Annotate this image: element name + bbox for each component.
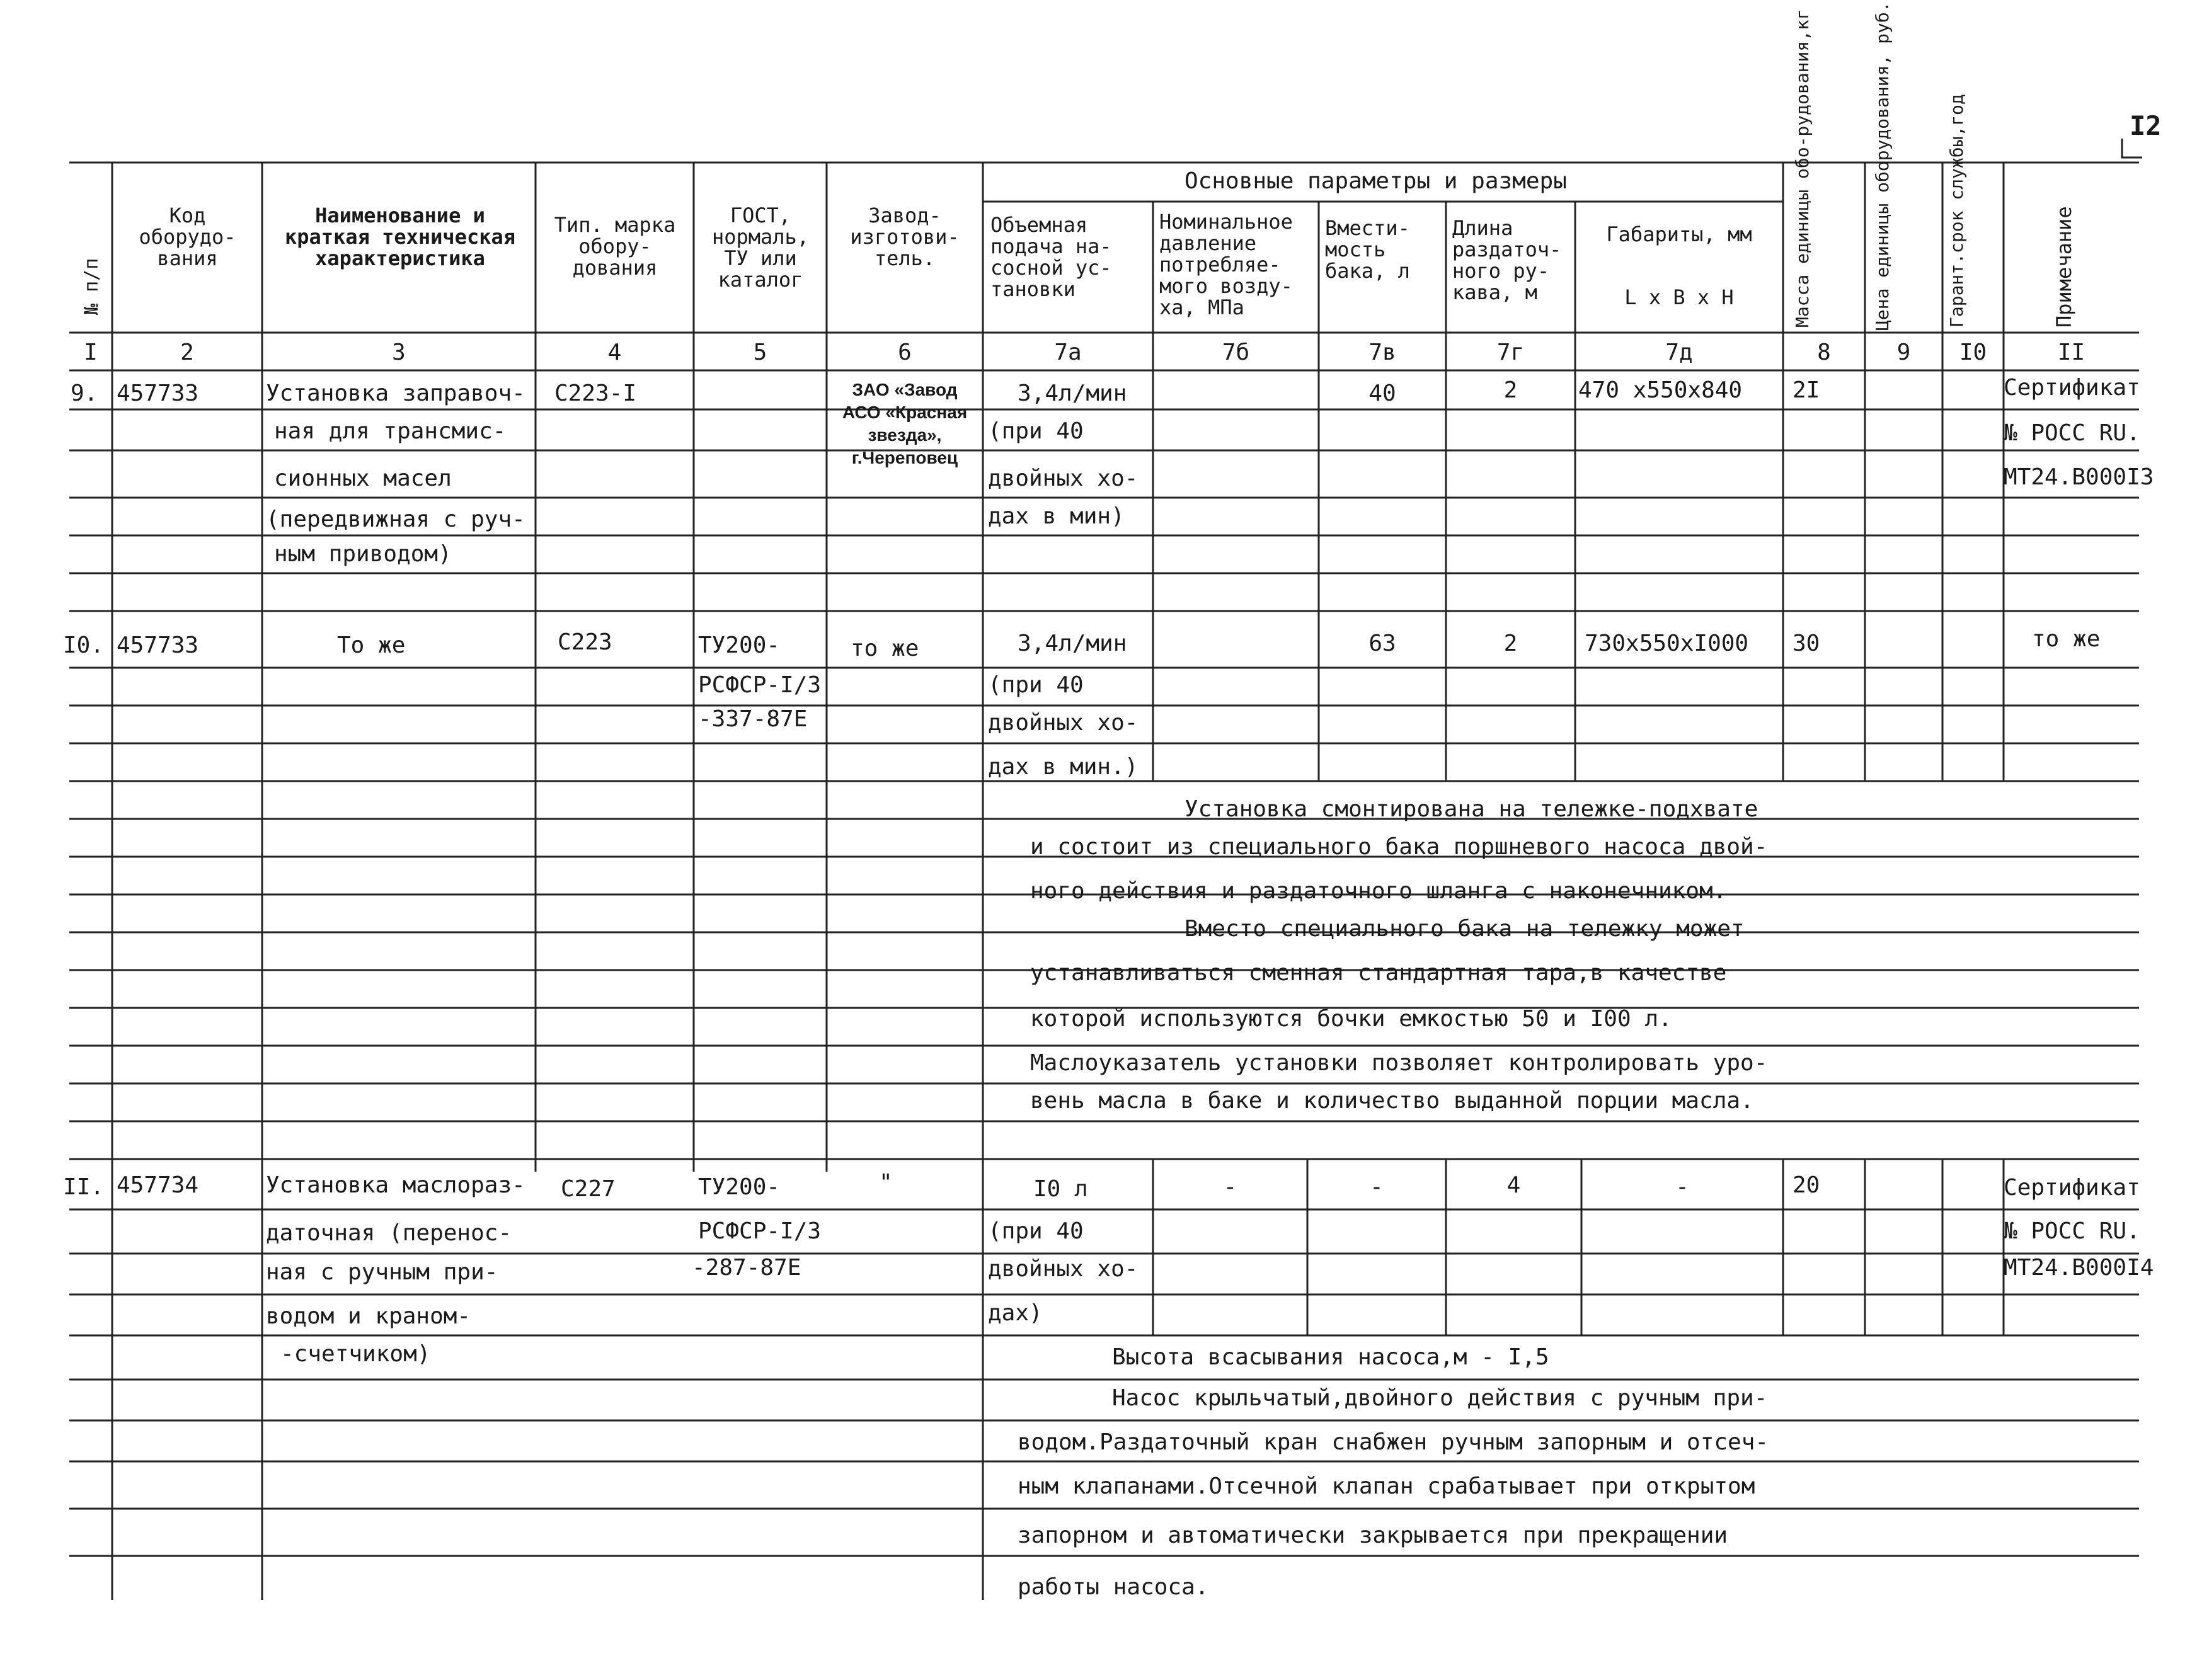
header-col-maker: Завод-изготови-тель.	[850, 203, 960, 270]
spec-doc-line: -337-87Е	[698, 706, 808, 732]
note-line: МТ24.В000I3	[2004, 464, 2154, 490]
header-col-7b: Номинальное давление потребляе-мого возду-ха, МПа	[1159, 210, 1293, 319]
equipment-name-line: сионных масел	[274, 466, 452, 491]
col-number: 9	[1896, 340, 1911, 365]
flow-rate-line: (при 40	[988, 1218, 1084, 1244]
flow-rate-line: (при 40	[988, 418, 1084, 444]
header-col-10: Гарант.срок службы,год	[1946, 94, 1967, 328]
tank-capacity: 40	[1368, 380, 1396, 406]
manufacturer-line: звезда»,	[868, 425, 942, 445]
equipment-name-line: Установка заправоч-	[266, 380, 525, 406]
tank-capacity: 63	[1368, 631, 1396, 656]
manufacturer-line: ЗАО «Завод	[852, 380, 958, 399]
spec-doc-line: РСФСР-I/3	[698, 1218, 822, 1244]
equipment-name-line: -счетчиком)	[280, 1341, 431, 1367]
unit-mass: 2I	[1793, 377, 1820, 403]
col-number: 7б	[1222, 340, 1250, 365]
flow-rate-line: дах)	[988, 1300, 1043, 1326]
col-number: 7г	[1496, 340, 1525, 365]
header-col-11: Примечание	[2052, 206, 2076, 328]
dimensions: 730х550хI000	[1585, 631, 1749, 656]
col-number: I	[84, 340, 98, 365]
header-col-np: № п/п	[81, 258, 103, 315]
description-line: Вместо специального бака на тележку может	[1185, 916, 1745, 942]
header-col-7a: Объемная подача на-сосной ус-тановки	[990, 213, 1112, 301]
description-line: Установка смонтирована на тележке-подхвате	[1185, 796, 1758, 822]
note-line: № РОСС RU.	[2004, 420, 2140, 446]
manufacturer-line: то же	[851, 636, 919, 661]
hose-length: 2	[1503, 631, 1518, 656]
col-number: I0	[1959, 340, 1987, 365]
air-pressure: -	[1223, 1174, 1237, 1200]
flow-rate-line: I0 л	[1033, 1176, 1088, 1202]
hose-length: 4	[1506, 1172, 1521, 1198]
col-number: 8	[1817, 340, 1831, 365]
description-line: Высота всасывания насоса,м - I,5	[1112, 1344, 1549, 1370]
description-line: Маслоуказатель установки позволяет контролировать уро-	[1030, 1050, 1768, 1076]
equipment-name-line: ная с ручным при-	[266, 1259, 498, 1285]
header-col-type: Тип. марка обору-дования	[554, 213, 676, 280]
flow-rate-line: 3,4л/мин	[1018, 631, 1127, 656]
flow-rate-line: дах в мин)	[988, 503, 1125, 529]
equipment-name-line: Установка маслораз-	[266, 1172, 525, 1198]
description-line: вень масла в баке и количество выданной порции масла.	[1030, 1088, 1754, 1114]
flow-rate-line: (при 40	[988, 672, 1084, 698]
description-line: водом.Раздаточный кран снабжен ручным запорным и отсеч-	[1018, 1429, 1769, 1455]
header-col-code: Код оборудо-вания	[139, 203, 236, 270]
equipment-code: 457734	[117, 1172, 199, 1198]
unit-mass: 30	[1793, 631, 1820, 656]
flow-rate-line: двойных хо-	[988, 710, 1139, 736]
col-number: 7а	[1054, 340, 1082, 365]
header-col-gost: ГОСТ, нормаль, ТУ или каталог	[711, 203, 810, 292]
description-line: работы насоса.	[1018, 1574, 1209, 1600]
header-col-7v: Вмести-мость бака, л	[1325, 216, 1410, 283]
manufacturer-line: АСО «Красная	[842, 403, 968, 422]
header-col-7d-title: Габариты, мм	[1606, 222, 1752, 246]
note-line: Сертификат	[2004, 1175, 2140, 1201]
description-line: которой используются бочки емкостью 50 и I00 л.	[1030, 1006, 1672, 1032]
unit-mass: 20	[1793, 1172, 1820, 1198]
dimensions: -	[1675, 1174, 1689, 1200]
col-number: 3	[392, 340, 406, 365]
description-line: ного действия и раздаточного шланга с наконечником.	[1030, 878, 1727, 904]
description-line: запорном и автоматически закрывается при прекращении	[1018, 1523, 1728, 1548]
row-number: II.	[63, 1174, 105, 1200]
header-col-9: Цена единицы оборудования, руб.	[1872, 1, 1893, 331]
col-number: 5	[753, 340, 767, 365]
spec-doc-line: ТУ200-	[698, 1174, 781, 1200]
equipment-type: С223	[558, 629, 612, 655]
hose-length: 2	[1503, 377, 1518, 403]
col-number: 4	[607, 340, 622, 365]
tank-capacity: -	[1370, 1174, 1384, 1200]
col-number: 2	[180, 340, 194, 365]
equipment-name-line: (передвижная с руч-	[266, 506, 525, 532]
description-line: Насос крыльчатый,двойного действия с ручным при-	[1112, 1385, 1768, 1411]
row-number: I0.	[63, 632, 105, 658]
equipment-name-line: даточная (перенос-	[266, 1220, 512, 1246]
col-number: II	[2057, 340, 2085, 365]
flow-rate-line: двойных хо-	[988, 466, 1139, 491]
note-line: то же	[2032, 626, 2101, 652]
header-group-title: Основные параметры и размеры	[1185, 168, 1567, 194]
header-col-7d-dims: L x B x H	[1624, 285, 1734, 309]
equipment-type: С227	[561, 1176, 616, 1202]
header-col-7g: Длина раздаточ-ного ру-кава, м	[1452, 216, 1562, 304]
note-line: № РОСС RU.	[2004, 1218, 2140, 1244]
col-number: 7в	[1368, 340, 1396, 365]
dimensions: 470 х550х840	[1578, 377, 1743, 403]
spec-doc-line: -287-87Е	[692, 1255, 801, 1281]
flow-rate-line: 3,4л/мин	[1018, 380, 1127, 406]
flow-rate-line: дах в мин.)	[988, 754, 1139, 780]
header-col-8: Масса единицы обо-рудования,кг	[1792, 9, 1813, 328]
description-line: ным клапанами.Отсечной клапан срабатывает при открытом	[1018, 1473, 1755, 1499]
page-corner-mark	[2122, 139, 2142, 157]
flow-rate-line: двойных хо-	[988, 1256, 1139, 1282]
equipment-code: 457733	[117, 380, 199, 406]
header-col-name: Наименование и краткая техническая характеристика	[284, 203, 516, 270]
equipment-type: С223-I	[554, 380, 637, 406]
manufacturer-line: г.Череповец	[851, 448, 958, 467]
page-number: I2	[2130, 110, 2162, 141]
equipment-name-line: ная для трансмис-	[274, 418, 507, 444]
equipment-name-line: ным приводом)	[274, 541, 452, 567]
col-number: 7д	[1665, 340, 1693, 365]
spec-doc-line: ТУ200-	[698, 632, 781, 658]
row-number: 9.	[71, 380, 98, 406]
equipment-name-line: водом и краном-	[266, 1303, 471, 1329]
equipment-name-line: То же	[337, 632, 406, 658]
note-line: Сертификат	[2004, 375, 2140, 401]
description-line: устанавливаться сменная стандартная тара,в качестве	[1030, 960, 1727, 986]
description-line: и состоит из специального бака поршневого насоса двой-	[1030, 834, 1768, 860]
note-line: МТ24.В000I4	[2004, 1255, 2154, 1281]
col-number: 6	[898, 340, 912, 365]
equipment-code: 457733	[117, 632, 199, 658]
spec-doc-line: РСФСР-I/3	[698, 672, 822, 698]
manufacturer-ditto: "	[879, 1170, 893, 1196]
